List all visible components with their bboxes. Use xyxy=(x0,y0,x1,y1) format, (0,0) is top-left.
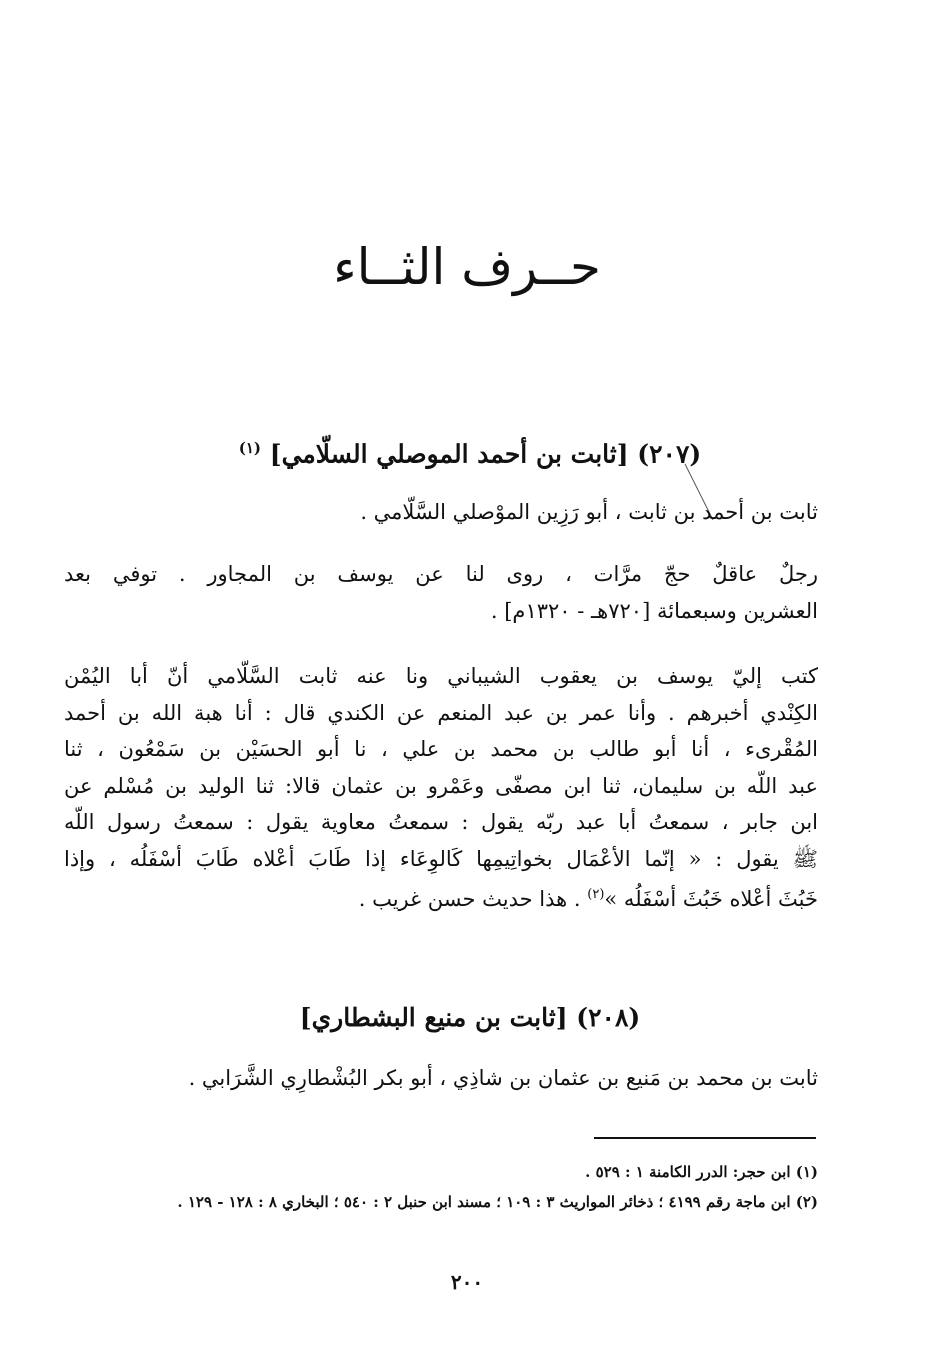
entry-207-hadith xyxy=(64,658,818,918)
entry-208-heading-text: (٢٠٨) [ثابت بن منيع البشطاري] xyxy=(299,1003,641,1032)
hadith-line: المُقْرىء ، أنا أبو طالب بن محمد بن علي ، نا أبو الحسَيْن بن سَمْعُون ، ثنا xyxy=(64,737,818,761)
footnotes xyxy=(80,1157,818,1217)
entry-207-bio xyxy=(64,556,818,629)
entry-207-footnote-marker: (١) xyxy=(238,439,262,457)
bio-line: العشرين وسبعمائة [٧٢٠هـ - ١٣٢٠م] . xyxy=(490,598,818,623)
hadith-footnote-marker: (٢) xyxy=(587,887,605,902)
footnote-1: (١) ابن حجر: الدرر الكامنة ١ : ٥٢٩ . xyxy=(585,1163,818,1181)
footnote-2: (٢) ابن ماجة رقم ٤١٩٩ ؛ ذخائر المواريث ٣ : ١٠٩ ؛ مسند ابن حنبل ٢ : ٥٤٠ ؛ البخاري ٨ : ١٢٨ - ١٢٩ . xyxy=(177,1193,818,1211)
hadith-last-line: خَبُثَ أعْلاه خَبُثَ أسْفَلُه »$^{(٢)}$ . هذا حديث حسن غريب . xyxy=(358,887,818,911)
hadith-line: الكِنْدي أخبرهم . وأنا عمر بن عبد المنعم عن الكندي قال : أنا هبة الله بن أحمد xyxy=(64,700,818,725)
bio-line: رجلٌ عاقلٌ حجّ مرَّات ، روى لنا عن يوسف بن المجاور . توفي بعد xyxy=(64,562,818,586)
hadith-line: ﷺ يقول : « إنّما الأعْمَال بخواتِيمِها كَالوِعَاء إذا طَابَ أعْلاه طَابَ أسْفَلُه ، وإذا xyxy=(64,846,818,871)
entry-208-heading xyxy=(60,998,880,1038)
page-number: ٢٠٠ xyxy=(450,1270,484,1294)
entry-208-name-line: ثابت بن محمد بن مَنيع بن عثمان بن شاذِي ، أبو بكر البُشْطارِي الشَّرَابي . xyxy=(188,1066,818,1090)
footnote-divider xyxy=(594,1137,816,1139)
hadith-line: عبد اللّه بن سليمان، ثنا ابن مصفّى وعَمْرو بن عثمان قالا: ثنا الوليد بن مُسْلم عن xyxy=(64,773,818,798)
hadith-line: ابن جابر ، سمعتُ أبا عبد ربّه يقول : سمعتُ معاوية يقول : سمعتُ رسول اللّه xyxy=(64,810,818,834)
entry-207-heading-text: (٢٠٧) [ثابت بن أحمد الموصلي السلّامي] xyxy=(269,439,702,469)
entry-207-name-line: ثابت بن أحمد بن ثابت ، أبو رَزِين الموْصلي السَّلّامي . xyxy=(360,500,818,524)
chapter-title: حــرف الثــاء xyxy=(333,238,601,296)
entry-207-heading xyxy=(60,428,880,474)
hadith-line: كتب إليّ يوسف بن يعقوب الشيباني ونا عنه ثابت السَّلّامي أنّ أبا اليُمْن xyxy=(64,664,818,688)
